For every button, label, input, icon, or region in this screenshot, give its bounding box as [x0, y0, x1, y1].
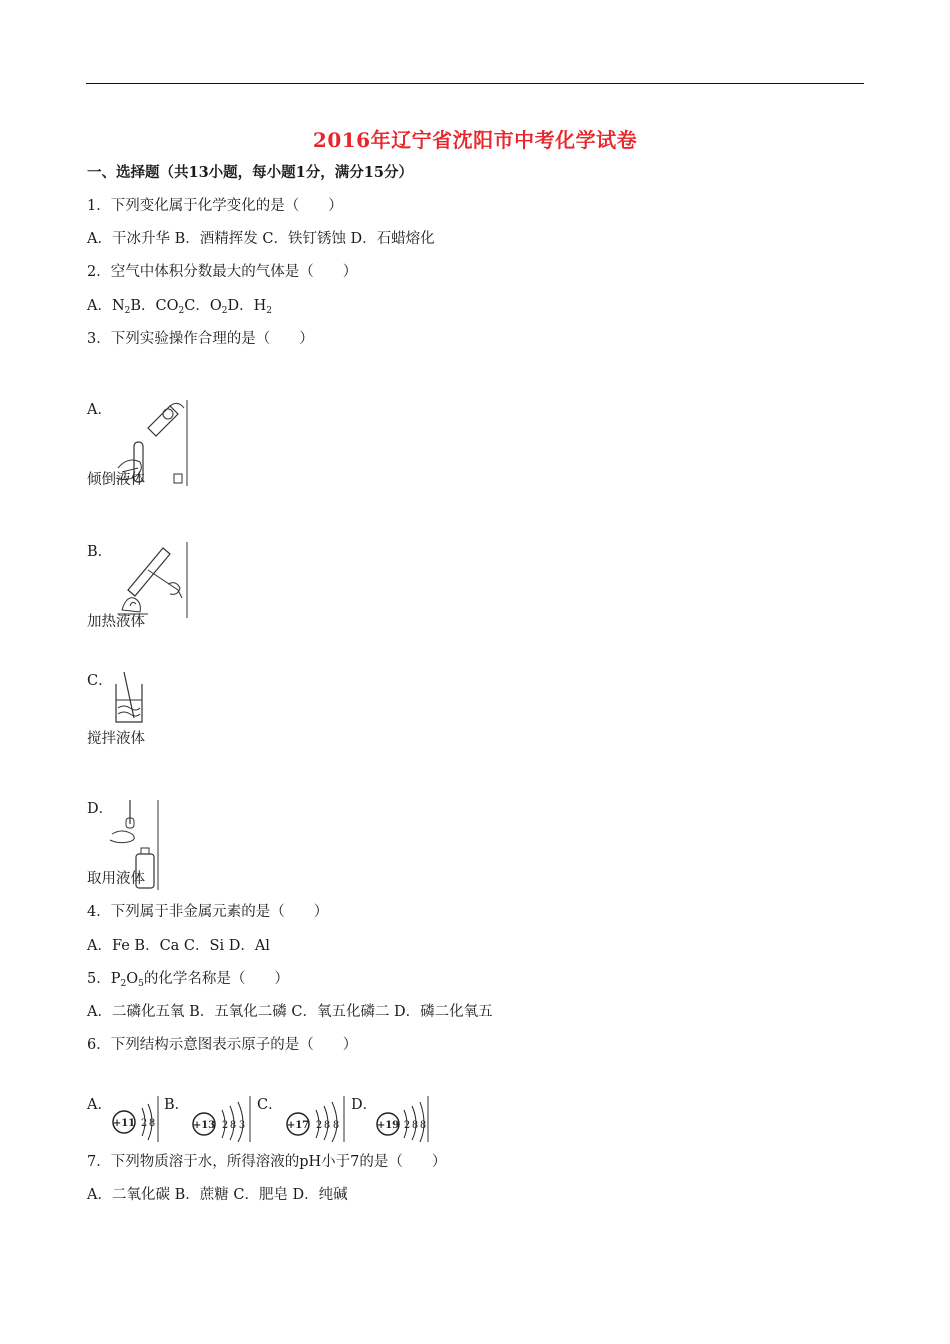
page-title: 2016年辽宁省沈阳市中考化学试卷 [312, 128, 638, 152]
header-rule [86, 83, 864, 84]
question-5: 5．$P_2O_5$的化学名称是（ ） [87, 971, 289, 989]
atom-d-shell-1: 2 [403, 1120, 411, 1131]
q3-option-a-caption: 倾倒液体 [87, 472, 145, 488]
question-2-options: A．$N_2B$．$CO_2C$．$O_2D$．$H_2$ [87, 298, 273, 316]
atom-c-nucleus: +17 [286, 1120, 310, 1131]
question-7-options: A．二氧化碳 B．蔗糖 C．肥皂 D．纯碱 [87, 1187, 348, 1203]
q6-option-b-letter: B． [164, 1097, 190, 1113]
question-2: 2．空气中体积分数最大的气体是（ ） [87, 264, 358, 280]
atom-b-nucleus: +13 [192, 1120, 216, 1131]
atom-c-shell-2: 8 [323, 1120, 331, 1131]
atom-c-shell-3: 8 [332, 1120, 340, 1131]
question-6: 6．下列结构示意图表示原子的是（ ） [87, 1037, 358, 1053]
atom-a-shell-2: 8 [148, 1118, 156, 1129]
atom-diagram-c [278, 1094, 348, 1142]
atom-diagram-d [370, 1094, 432, 1142]
question-1: 1．下列变化属于化学变化的是（ ） [87, 198, 343, 214]
stirring-liquid-figure [110, 670, 150, 726]
question-1-options: A．干冰升华 B．酒精挥发 C．铁钉锈蚀 D．石蜡熔化 [87, 231, 435, 247]
q6-option-d-letter: D． [351, 1097, 378, 1113]
question-5-options: A．二磷化五氧 B．五氧化二磷 C．氧五化磷二 D．磷二化氧五 [87, 1004, 493, 1020]
q3-option-b-caption: 加热液体 [87, 614, 145, 630]
q3-option-c-letter: C． [87, 673, 113, 689]
q6-option-a-letter: A． [87, 1097, 112, 1113]
q3-option-b-letter: B． [87, 544, 113, 560]
atom-diagram-a [110, 1094, 160, 1142]
heating-liquid-figure [108, 540, 190, 620]
atom-b-shell-3: 3 [238, 1120, 246, 1131]
atom-a-nucleus: +11 [112, 1118, 136, 1129]
atom-c-shell-1: 2 [315, 1120, 323, 1131]
atom-d-shell-3: 8 [419, 1120, 427, 1131]
atom-a-shell-1: 2 [140, 1118, 148, 1129]
q3-option-d-caption: 取用液体 [87, 871, 145, 887]
atom-b-shell-1: 2 [221, 1120, 229, 1131]
question-7: 7．下列物质溶于水，所得溶液的pH小于7的是（ ） [87, 1154, 447, 1170]
atom-b-shell-2: 8 [229, 1120, 237, 1131]
q3-option-c-caption: 搅拌液体 [87, 731, 145, 747]
q6-option-c-letter: C． [257, 1097, 283, 1113]
question-4-options: A．Fe B．Ca C．Si D．Al [87, 938, 270, 954]
atom-d-nucleus: +19 [376, 1120, 400, 1131]
atom-d-shell-2: 8 [411, 1120, 419, 1131]
question-4: 4．下列属于非金属元素的是（ ） [87, 904, 329, 920]
q3-option-d-letter: D． [87, 801, 114, 817]
atom-diagram-b [184, 1094, 254, 1142]
section-heading: 一、选择题（共13小题，每小题1分，满分15分） [87, 164, 413, 181]
q3-option-a-letter: A． [87, 402, 112, 418]
question-3: 3．下列实验操作合理的是（ ） [87, 331, 314, 347]
